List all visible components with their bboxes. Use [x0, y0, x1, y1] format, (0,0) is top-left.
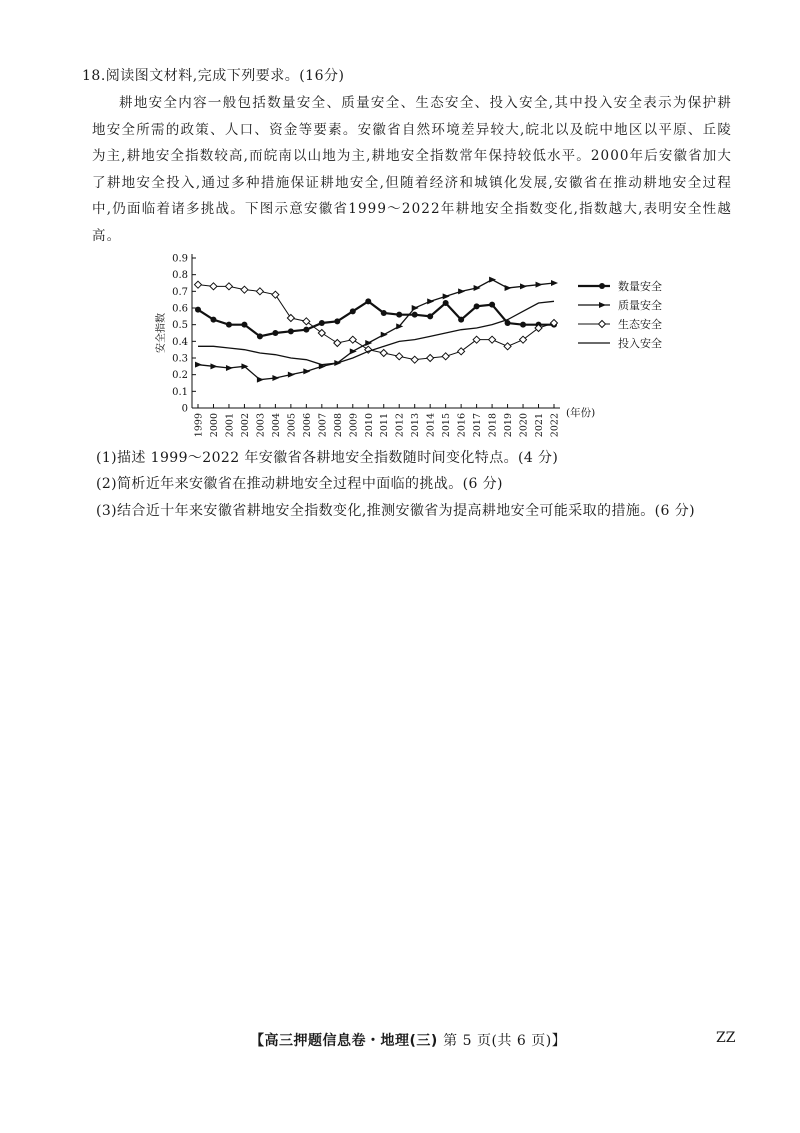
data-point-series-2 — [427, 298, 434, 304]
data-point-series-3 — [210, 283, 217, 290]
data-point-series-3 — [225, 283, 232, 290]
data-point-series-3 — [396, 353, 403, 360]
x-tick-label: 1999 — [193, 413, 205, 438]
data-point-series-2 — [226, 365, 233, 371]
x-tick-label: 2019 — [503, 413, 515, 438]
data-point-series-1 — [443, 300, 449, 306]
data-point-series-3 — [272, 291, 279, 298]
x-tick-label: 2012 — [394, 413, 406, 438]
y-tick-label: 0.9 — [172, 253, 188, 265]
x-tick-label: 2021 — [534, 413, 546, 438]
footer-exam-name: 【高三押题信息卷・地理(三) — [250, 1033, 438, 1049]
data-point-series-1 — [412, 312, 418, 318]
question-title: 18.阅读图文材料,完成下列要求。(16分) — [82, 68, 345, 84]
data-point-series-2 — [288, 372, 295, 378]
x-tick-label: 2018 — [487, 413, 499, 438]
x-tick-label: 2017 — [472, 413, 484, 438]
data-point-series-2 — [536, 282, 543, 288]
data-point-series-3 — [489, 336, 496, 343]
series-line-1 — [198, 301, 554, 336]
data-point-series-3 — [504, 343, 511, 350]
legend-marker-2 — [599, 302, 606, 308]
data-point-series-3 — [334, 340, 341, 347]
data-point-series-1 — [241, 322, 247, 328]
data-point-series-1 — [334, 318, 340, 324]
legend-marker-3 — [599, 321, 606, 328]
data-point-series-2 — [505, 285, 512, 291]
data-point-series-1 — [226, 322, 232, 328]
x-tick-label: 2000 — [208, 413, 220, 438]
x-tick-label: 2011 — [379, 413, 391, 438]
data-point-series-1 — [458, 317, 464, 323]
footer-page-number: 第 5 页(共 6 页)】 — [443, 1033, 567, 1049]
y-tick-label: 0.8 — [172, 270, 188, 282]
y-axis-label: 安全指数 — [156, 313, 167, 353]
data-point-series-2 — [396, 323, 403, 329]
data-point-series-3 — [442, 353, 449, 360]
farmland-security-chart — [150, 248, 710, 440]
x-tick-label: 2013 — [410, 413, 422, 438]
data-point-series-3 — [241, 286, 248, 293]
data-point-series-1 — [303, 327, 309, 333]
data-point-series-3 — [349, 336, 356, 343]
data-point-series-1 — [195, 307, 201, 313]
data-point-series-1 — [365, 298, 371, 304]
legend-label-3: 生态安全 — [618, 318, 662, 331]
data-point-series-2 — [210, 363, 217, 369]
x-tick-label: 2015 — [441, 413, 453, 438]
data-point-series-2 — [520, 283, 527, 289]
y-tick-label: 0.7 — [172, 286, 188, 298]
footer-title — [250, 1030, 566, 1050]
x-tick-label: 2014 — [425, 413, 437, 438]
x-tick-label: 2006 — [301, 413, 313, 438]
data-point-series-1 — [520, 322, 526, 328]
footer-code: ZZ — [716, 1030, 736, 1046]
data-point-series-1 — [272, 330, 278, 336]
data-point-series-1 — [489, 302, 495, 308]
sub-question-1: (1)描述 1999～2022 年安徽省各耕地安全指数随时间变化特点。(4 分) — [96, 450, 559, 466]
legend-marker-1 — [599, 283, 605, 289]
y-tick-label: 0.1 — [172, 386, 188, 398]
data-point-series-2 — [257, 377, 264, 383]
material-paragraph: 耕地安全内容一般包括数量安全、质量安全、生态安全、投入安全,其中投入安全表示为保护耕地安全所需的政策、人口、资金等要素。安徽省自然环境差异较大,皖北以及皖中地区以平原、丘陵为主,耕地安全指数较高,而皖南以山地为主,耕地安全指数常年保持较低水平。2000年后安徽省加大了耕地安全投入,通过多种措施保证耕地安全,但随着经济和城镇化发展,安徽省在推动耕地安全过程中,仍面临着诸多挑战。下图示意安徽省1999～2022年耕地安全指数变化,指数越大,表明安全性越高。 — [92, 95, 732, 244]
y-tick-label: 0.3 — [172, 353, 188, 365]
x-axis-label: (年份) — [566, 407, 596, 419]
legend-label-4: 投入安全 — [618, 337, 662, 350]
data-point-series-2 — [458, 288, 465, 294]
y-tick-label: 0.6 — [172, 303, 188, 315]
data-point-series-2 — [195, 362, 202, 368]
data-point-series-1 — [381, 310, 387, 316]
x-tick-label: 2016 — [456, 413, 468, 438]
data-point-series-3 — [256, 288, 263, 295]
data-point-series-2 — [412, 305, 419, 311]
data-point-series-3 — [380, 350, 387, 357]
y-tick-label: 0.2 — [172, 370, 188, 382]
x-tick-label: 2008 — [332, 413, 344, 438]
x-tick-label: 2004 — [270, 413, 282, 438]
data-point-series-1 — [319, 320, 325, 326]
y-tick-label: 0.4 — [172, 336, 188, 348]
x-tick-label: 2001 — [224, 413, 236, 438]
data-point-series-2 — [551, 280, 558, 286]
legend-label-2: 质量安全 — [618, 299, 662, 312]
data-point-series-1 — [474, 303, 480, 309]
data-point-series-1 — [396, 312, 402, 318]
data-point-series-3 — [287, 315, 294, 322]
data-point-series-1 — [257, 333, 263, 339]
x-tick-label: 2022 — [549, 413, 561, 438]
y-tick-label: 0 — [181, 403, 188, 415]
x-tick-label: 2005 — [286, 413, 298, 438]
x-tick-label: 2020 — [518, 413, 530, 438]
data-point-series-2 — [272, 375, 279, 381]
sub-question-3: (3)结合近十年来安徽省耕地安全指数变化,推测安徽省为提高耕地安全可能采取的措施。(6 分) — [96, 503, 695, 519]
data-point-series-1 — [288, 328, 294, 334]
data-point-series-1 — [210, 317, 216, 323]
data-point-series-1 — [427, 313, 433, 319]
series-line-4 — [198, 301, 554, 364]
data-point-series-3 — [427, 355, 434, 362]
data-point-series-2 — [443, 293, 450, 299]
legend-label-1: 数量安全 — [618, 280, 662, 293]
x-tick-label: 2003 — [255, 413, 267, 438]
x-tick-label: 2002 — [239, 413, 251, 438]
data-point-series-3 — [411, 356, 418, 363]
sub-question-2: (2)简析近年来安徽省在推动耕地安全过程中面临的挑战。(6 分) — [96, 476, 503, 492]
x-tick-label: 2007 — [317, 413, 329, 438]
y-tick-label: 0.5 — [172, 320, 188, 332]
data-point-series-2 — [303, 368, 310, 374]
data-point-series-3 — [195, 281, 202, 288]
x-tick-label: 2009 — [348, 413, 360, 438]
x-tick-label: 2010 — [363, 413, 375, 438]
data-point-series-1 — [350, 308, 356, 314]
